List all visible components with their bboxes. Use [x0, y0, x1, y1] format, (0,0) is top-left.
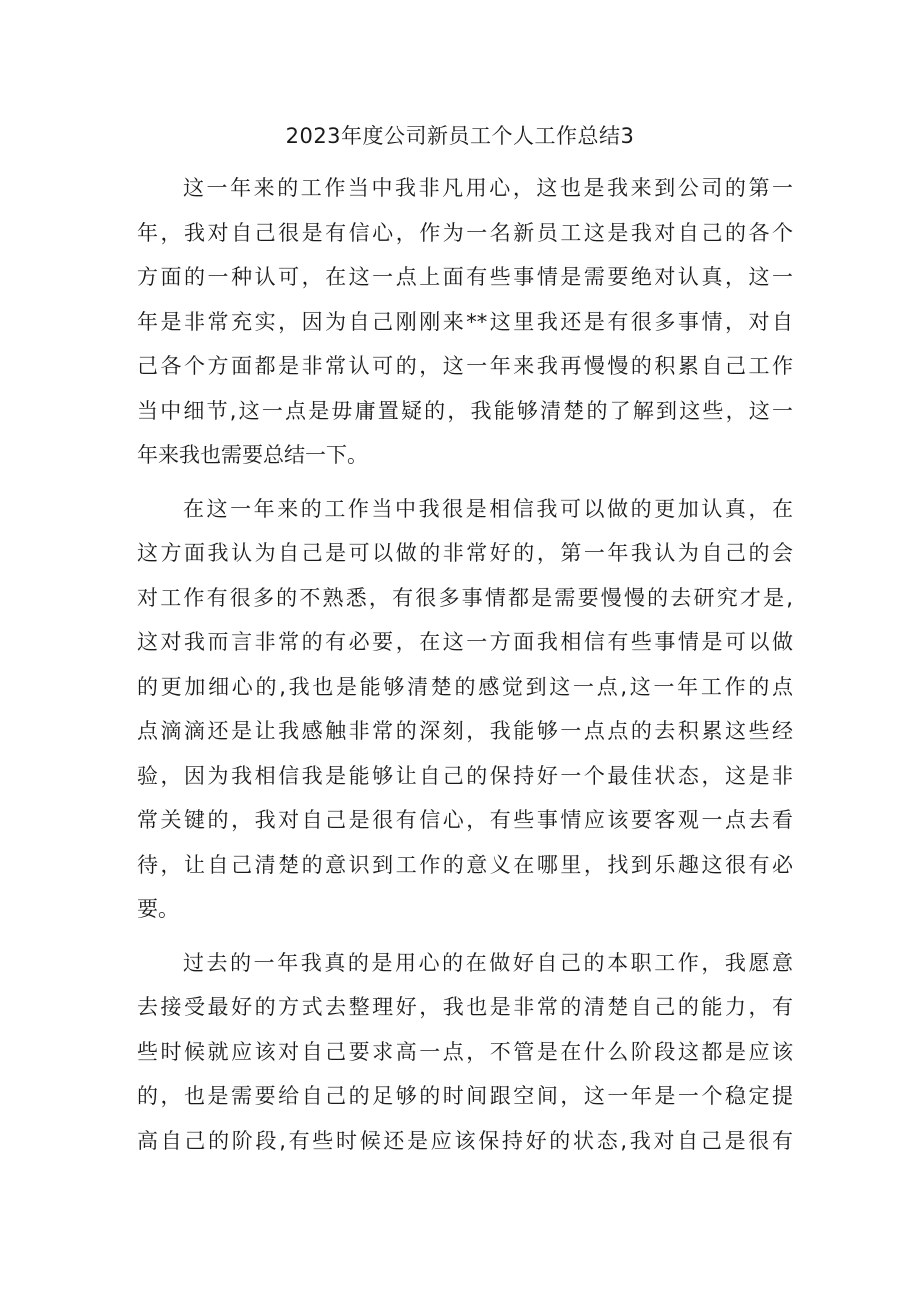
paragraph-line: 常关键的，我对自己是很有信心，有些事情应该要客观一点去看 [137, 808, 793, 832]
paragraph-line: 要。 [137, 897, 179, 921]
paragraph-line: 待，让自己清楚的意识到工作的意义在哪里，找到乐趣这很有必 [137, 852, 793, 877]
paragraph-line: 点滴滴还是让我感触非常的深刻，我能够一点点的去积累这些经 [137, 719, 793, 743]
paragraph-line: 方面的一种认可，在这一点上面有些事情是需要绝对认真，这一 [137, 265, 793, 289]
paragraph-3 [137, 941, 793, 1164]
paragraph-line: 高自己的阶段,有些时候还是应该保持好的状态,我对自己是很有 [137, 1128, 793, 1153]
paragraph-line: 年，我对自己很是有信心，作为一名新员工这是我对自己的各个 [137, 220, 793, 245]
document-title: 2023年度公司新员工个人工作总结3 [285, 124, 635, 148]
paragraph-line: 些时候就应该对自己要求高一点，不管是在什么阶段这都是应该 [137, 1039, 793, 1064]
document-body [137, 166, 793, 1172]
paragraph-line: 验，因为我相信我是能够让自己的保持好一个最佳状态，这是非 [137, 763, 793, 788]
paragraph-1 [137, 166, 793, 478]
paragraph-2 [137, 487, 793, 932]
paragraph-line: 这方面我认为自己是可以做的非常好的，第一年我认为自己的会 [137, 541, 793, 565]
paragraph-line: 的，也是需要给自己的足够的时间跟空间，这一年是一个稳定提 [137, 1084, 793, 1108]
paragraph-line: 对工作有很多的不熟悉，有很多事情都是需要慢慢的去研究才是, [137, 585, 793, 610]
paragraph-line: 当中细节,这一点是毋庸置疑的，我能够清楚的了解到这些，这一 [137, 398, 793, 423]
paragraph-line: 这对我而言非常的有必要，在这一方面我相信有些事情是可以做 [137, 630, 793, 654]
paragraph-line: 年是非常充实，因为自己刚刚来**这里我还是有很多事情，对自 [137, 309, 793, 334]
paragraph-line: 年来我也需要总结一下。 [137, 443, 368, 467]
paragraph-line: 己各个方面都是非常认可的，这一年来我再慢慢的积累自己工作 [137, 354, 793, 378]
paragraph-line: 过去的一年我真的是用心的在做好自己的本职工作，我愿意 [183, 950, 793, 975]
paragraph-line: 在这一年来的工作当中我很是相信我可以做的更加认真，在 [183, 496, 793, 521]
paragraph-line: 去接受最好的方式去整理好，我也是非常的清楚自己的能力，有 [137, 995, 793, 1019]
paragraph-line: 的更加细心的,我也是能够清楚的感觉到这一点,这一年工作的点 [137, 674, 793, 699]
paragraph-line: 这一年来的工作当中我非凡用心，这也是我来到公司的第一 [183, 176, 793, 200]
